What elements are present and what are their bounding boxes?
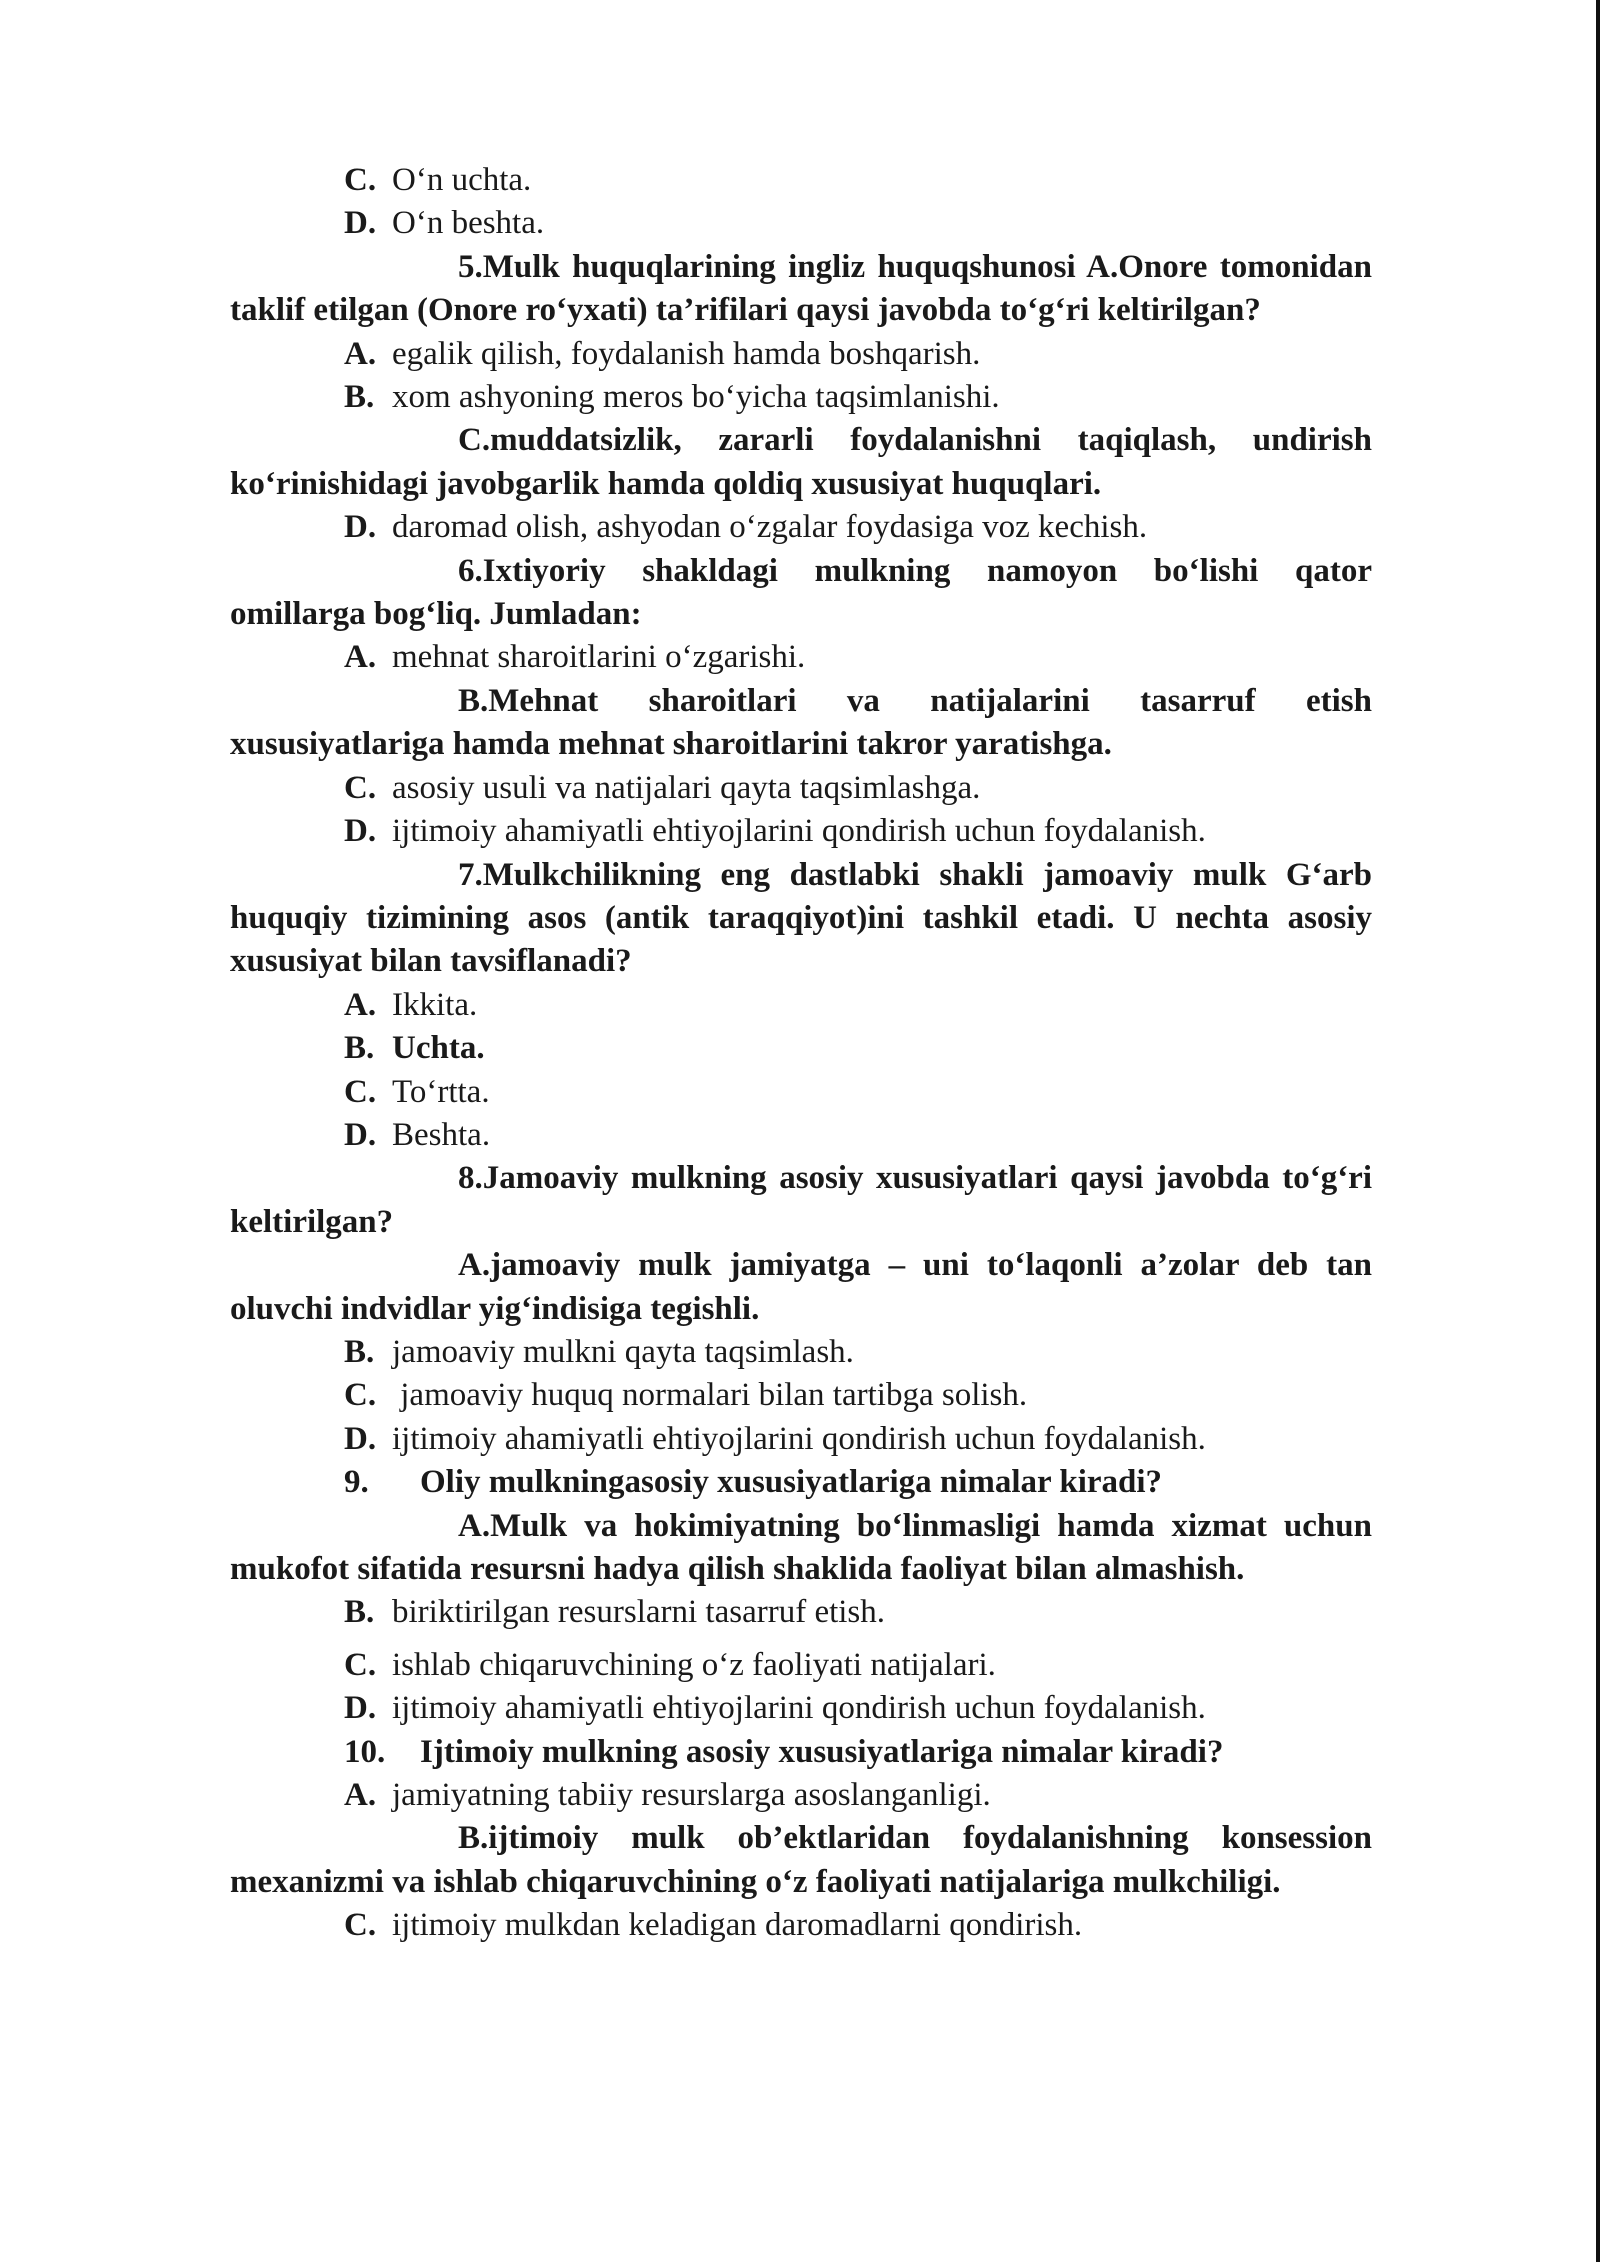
answer-option <box>230 1418 1372 1461</box>
option-text: asosiy usuli va natijalari qayta taqsimlashga. <box>392 769 981 806</box>
question-10 <box>230 1731 1372 1774</box>
option-letter: C. <box>344 1073 377 1110</box>
question-9 <box>230 1461 1372 1504</box>
answer-option <box>230 202 1372 245</box>
option-text: Beshta. <box>392 1116 491 1153</box>
option-text: egalik qilish, foydalanish hamda boshqarish. <box>392 335 981 372</box>
option-text: O‘n uchta. <box>392 162 532 198</box>
question-text: Mulk huquqlarining ingliz huquqshunosi A.Onore tomonidan taklif etilgan (Onore ro‘yxati) ta’rifilari qaysi javobda to‘g‘ri keltirilgan? <box>230 248 1372 329</box>
document-page <box>230 159 1372 1948</box>
answer-option <box>230 333 1372 376</box>
option-text: ijtimoiy mulkdan keladigan daromadlarni qondirish. <box>392 1907 1083 1944</box>
option-letter: B. <box>344 1030 375 1067</box>
option-text: ijtimoiy ahamiyatli ehtiyojlarini qondirish uchun foydalanish. <box>392 1420 1206 1457</box>
answer-option-correct <box>230 419 1372 506</box>
option-text: jamiyatning tabiiy resurslarga asoslanganligi. <box>392 1777 991 1814</box>
option-letter: D. <box>344 509 377 546</box>
option-letter: B. <box>344 1594 375 1631</box>
question-number: 6. <box>458 552 483 589</box>
option-letter: C. <box>344 1377 377 1414</box>
option-letter: D. <box>344 1420 377 1457</box>
answer-option <box>230 159 1372 202</box>
answer-option <box>230 1331 1372 1374</box>
answer-option <box>230 1114 1372 1157</box>
option-text: ijtimoiy mulk ob’ektlaridan foydalanishning konsession mexanizmi va ishlab chiqaruvchining o‘z faoliyati natijalariga mulkchiligi. <box>230 1820 1372 1900</box>
option-letter: B. <box>344 379 375 416</box>
option-letter: C. <box>344 1646 377 1683</box>
answer-option <box>230 767 1372 810</box>
answer-option <box>230 376 1372 419</box>
question-text: Ixtiyoriy shakldagi mulkning namoyon bo‘lishi qator omillarga bog‘liq. Jumladan: <box>230 552 1372 633</box>
option-text: jamoaviy mulkni qayta taqsimlash. <box>392 1333 854 1370</box>
option-text: jamoaviy huquq normalari bilan tartibga solish. <box>392 1377 1028 1414</box>
option-letter: D. <box>344 1116 377 1153</box>
option-letter: C. <box>344 1907 377 1944</box>
option-letter: B. <box>458 682 489 719</box>
option-letter: B. <box>458 1820 489 1857</box>
answer-option <box>230 1644 1372 1687</box>
option-text: xom ashyoning meros bo‘yicha taqsimlanishi. <box>392 379 1000 416</box>
answer-option-correct <box>230 1817 1372 1904</box>
option-letter: C. <box>344 769 377 806</box>
option-text: daromad olish, ashyodan o‘zgalar foydasiga voz kechish. <box>392 509 1148 546</box>
option-letter: A. <box>344 639 377 676</box>
option-letter: D. <box>344 813 377 850</box>
question-text: Mulkchilikning eng dastlabki shakli jamoaviy mulk G‘arb huquqiy tizimining asos (antik taraqqiyot)ini tashkil etadi. U nechta asosiy xususiyat bilan tavsiflanadi? <box>230 856 1372 980</box>
question-number: 8. <box>458 1160 483 1197</box>
answer-option <box>230 810 1372 853</box>
answer-option <box>230 1071 1372 1114</box>
answer-option <box>230 506 1372 549</box>
option-text: jamoaviy mulk jamiyatga – uni to‘laqonli a’zolar deb tan oluvchi indvidlar yig‘indisiga tegishli. <box>230 1247 1372 1327</box>
option-letter: D. <box>344 1690 377 1727</box>
question-text: Ijtimoiy mulkning asosiy xususiyatlariga nimalar kiradi? <box>420 1733 1224 1770</box>
question-8 <box>230 1157 1372 1244</box>
spacer <box>230 1635 1372 1644</box>
question-number: 5. <box>458 248 483 285</box>
question-number: 7. <box>458 856 483 893</box>
option-text: Uchta. <box>392 1030 485 1067</box>
answer-option <box>230 636 1372 679</box>
option-letter: D. <box>344 205 377 242</box>
question-7 <box>230 854 1372 984</box>
answer-option <box>230 1687 1372 1730</box>
answer-option-correct <box>230 1244 1372 1331</box>
option-letter: C. <box>344 162 377 198</box>
option-text: Mehnat sharoitlari va natijalarini tasarruf etish xususiyatlariga hamda mehnat sharoitlarini takror yaratishga. <box>230 682 1372 763</box>
answer-option-correct <box>230 1505 1372 1592</box>
answer-option <box>230 1904 1372 1947</box>
option-letter: C. <box>458 422 491 459</box>
option-text: Mulk va hokimiyatning bo‘linmasligi hamda xizmat uchun mukofot sifatida resursni hadya qilish shaklida faoliyat bilan almashish. <box>230 1507 1372 1587</box>
option-text: Ikkita. <box>392 986 478 1023</box>
option-letter: A. <box>344 986 377 1023</box>
question-number: 9. <box>344 1464 369 1501</box>
page-edge-border <box>1596 0 1600 2262</box>
option-text: To‘rtta. <box>392 1073 490 1110</box>
answer-option-correct <box>230 680 1372 767</box>
question-number: 10. <box>344 1733 386 1770</box>
question-text: Oliy mulkningasosiy xususiyatlariga nimalar kiradi? <box>420 1464 1163 1501</box>
question-6 <box>230 550 1372 637</box>
option-letter: B. <box>344 1333 375 1370</box>
option-text: ijtimoiy ahamiyatli ehtiyojlarini qondirish uchun foydalanish. <box>392 813 1206 850</box>
answer-option-correct <box>230 1027 1372 1070</box>
option-text: mehnat sharoitlarini o‘zgarishi. <box>392 639 806 676</box>
option-letter: A. <box>344 335 377 372</box>
answer-option <box>230 984 1372 1027</box>
option-text: ijtimoiy ahamiyatli ehtiyojlarini qondirish uchun foydalanish. <box>392 1690 1206 1727</box>
answer-option <box>230 1591 1372 1634</box>
option-text: biriktirilgan resurslarni tasarruf etish. <box>392 1594 886 1631</box>
answer-option <box>230 1774 1372 1817</box>
option-letter: A. <box>344 1777 377 1814</box>
question-5 <box>230 246 1372 333</box>
option-text: ishlab chiqaruvchining o‘z faoliyati natijalari. <box>392 1646 996 1683</box>
option-text: O‘n beshta. <box>392 205 545 242</box>
option-text: muddatsizlik, zararli foydalanishni taqiqlash, undirish ko‘rinishidagi javobgarlik hamda qoldiq xususiyat huquqlari. <box>230 422 1372 502</box>
question-text: Jamoaviy mulkning asosiy xususiyatlari qaysi javobda to‘g‘ri keltirilgan? <box>230 1160 1372 1240</box>
option-letter: A. <box>458 1507 491 1544</box>
option-letter: A. <box>458 1247 491 1284</box>
answer-option <box>230 1374 1372 1417</box>
